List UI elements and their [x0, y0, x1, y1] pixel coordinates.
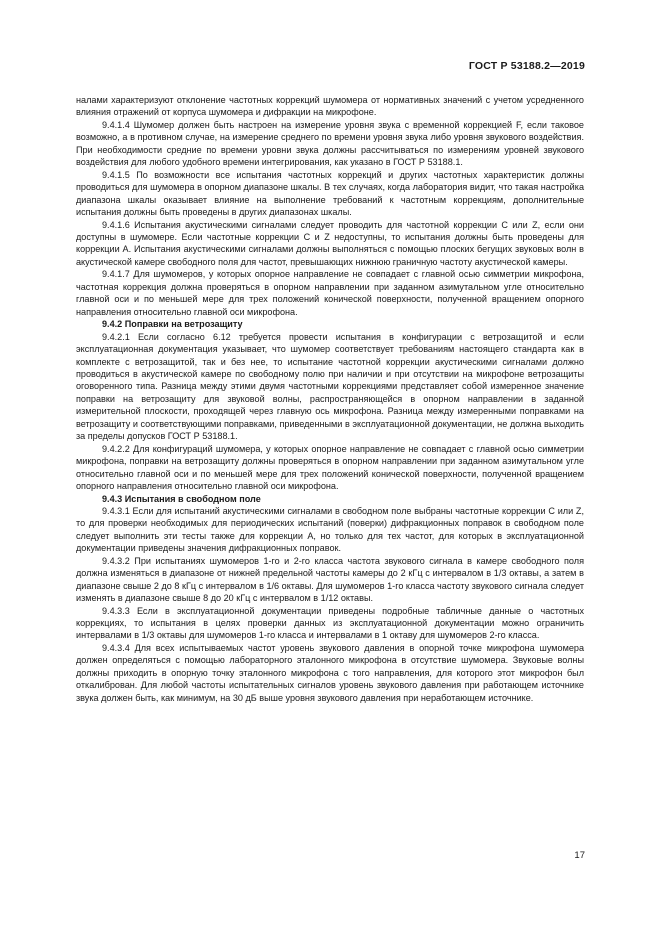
paragraph-9-4-1-4: 9.4.1.4 Шумомер должен быть настроен на измерение уровня звука с временной коррекцией F, если таковое возможно, а в противном случае, на измерение среднего по времени уровня звука либо уровня звукового воздействия. При необходимости средние по времени уровни звука должны рассчитываться по измерениям уровней звукового воздействия для любого удобного времени интегрирования, как указано в ГОСТ Р 53188.1. [76, 119, 584, 168]
paragraph-9-4-2-2: 9.4.2.2 Для конфигураций шумомера, у которых опорное направление не совпадает с главной осью симметрии микрофона, поправки на ветрозащиту должны проверяться в опорном направлении при заданном азимутальном угле относительно главной оси и по меньшей мере для трех положений конической поверхности, полученной вращением опорного направления относительно главной оси микрофона. [76, 443, 584, 492]
paragraph-9-4-3-3: 9.4.3.3 Если в эксплуатационной документации приведены подробные табличные данные о частотных коррекциях, то испытания в целях проверки данных из эксплуатационной документации можно ограничить интервалами в 1/3 октавы для шумомеров 1-го класса и интервалами в 1 октаву для шумомеров 2-го класса. [76, 605, 584, 641]
paragraph-9-4-1-7: 9.4.1.7 Для шумомеров, у которых опорное направление не совпадает с главной осью симметрии микрофона, частотная коррекция должна проверяться в опорном направлении при заданном азимутальном угле относительно главной оси и по меньшей мере для трех положений конической поверхности, полученной вращением опорного направления относительно главной оси микрофона. [76, 269, 584, 317]
paragraph-9-4-3-1: 9.4.3.1 Если для испытаний акустическими сигналами в свободном поле выбраны частотные коррекции С или Z, то для проверки необходимых для периодических испытаний (поверки) дифракционных поправок в свободном поле следует выполнить эти тесты также для коррекции А, но только для тех частот, для которых в эксплуатационной документации приведены значения дифракционных поправок. [76, 505, 584, 554]
page-number: 17 [574, 850, 585, 861]
document-code: ГОСТ Р 53188.2—2019 [468, 60, 585, 72]
paragraph-9-4-1-5: 9.4.1.5 По возможности все испытания частотных коррекций и других частотных характеристик должны проводиться для шумомера в опорном диапазоне шкалы. В тех случаях, когда лаборатория видит, что такая настройка диапазона шкалы оказывает влияние на выполнение требований к частотным коррекциям, дополнительные испытания должны быть проведены в других диапазонах шкалы. [76, 169, 584, 218]
paragraph-9-4-1-6: 9.4.1.6 Испытания акустическими сигналами следует проводить для частотной коррекции С или Z, если они доступны в шумомере. Если частотные коррекции С и Z недоступны, то испытания должны быть проведены для коррекции А. Испытания акустическими сигналами должны выполняться с помощью плоских бегущих звуковых волн в акустической камере свободного поля для частот, превышающих нижнюю граничную частоту акустической камеры. [76, 219, 584, 267]
paragraph-9-4-3-2: 9.4.3.2 При испытаниях шумомеров 1-го и 2-го класса частота звукового сигнала в камере свободного поля должна изменяться в диапазоне от нижней предельной частоты камеры до 2 кГц с интервалом в 1/3 октавы, а затем в диапазоне свыше 2 до 8 кГц с интервалом в 1/6 октавы. Для шумомеров 1-го класса частоту звукового сигнала следует изменять в диапазоне свыше 8 до 20 кГц с интервалом в 1/12 октавы. [76, 555, 584, 604]
section-heading-9-4-2: 9.4.2 Поправки на ветрозащиту [102, 319, 243, 330]
paragraph-9-4-3-4: 9.4.3.4 Для всех испытываемых частот уровень звукового давления в опорной точке микрофона шумомера должен определяться с помощью лабораторного эталонного микрофона в отсутствие шумомера. Звуковые волны должны приходить в опорную точку эталонного микрофона с того направления, для которого этот микрофон был откалиброван. Для любой частоты испытательных сигналов уровень звукового давления при работающем источнике звука должен быть, как минимум, на 30 дБ выше уровня звукового давления при неработающем источнике. [76, 642, 584, 703]
paragraph-continuation: налами характеризуют отклонение частотных коррекций шумомера от нормативных значений с учетом усредненного влияния отражений от корпуса шумомера и дифракции на микрофоне. [76, 95, 584, 118]
paragraph-9-4-2-1: 9.4.2.1 Если согласно 6.12 требуется провести испытания в конфигурации с ветрозащитой и если эксплуатационная документация указывает, что шумомер соответствует требованиям настоящего стандарта как в комплекте с ветрозащитой, так и без нее, то испытание частотной коррекции акустическими сигналами должно проводиться в акустической камере по свободному полю при наличии и при отсутствии на микрофоне ветрозащиты оговоренного типа. Разница между этими двумя частотными коррекциями представляет собой измеренное значение поправки на ветрозащиту для звуковой волны, распространяющейся в опорном направлении в заданной измерительной плоскости, проходящей через главную ось микрофона. Разница между измеренными поправками на ветрозащиту и соответствующими поправками, приведенными в эксплуатационной документации, не должна выходить за пределы допусков ГОСТ Р 53188.1. [76, 331, 584, 442]
body-text [76, 94, 584, 704]
section-heading-9-4-3: 9.4.3 Испытания в свободном поле [102, 493, 261, 504]
